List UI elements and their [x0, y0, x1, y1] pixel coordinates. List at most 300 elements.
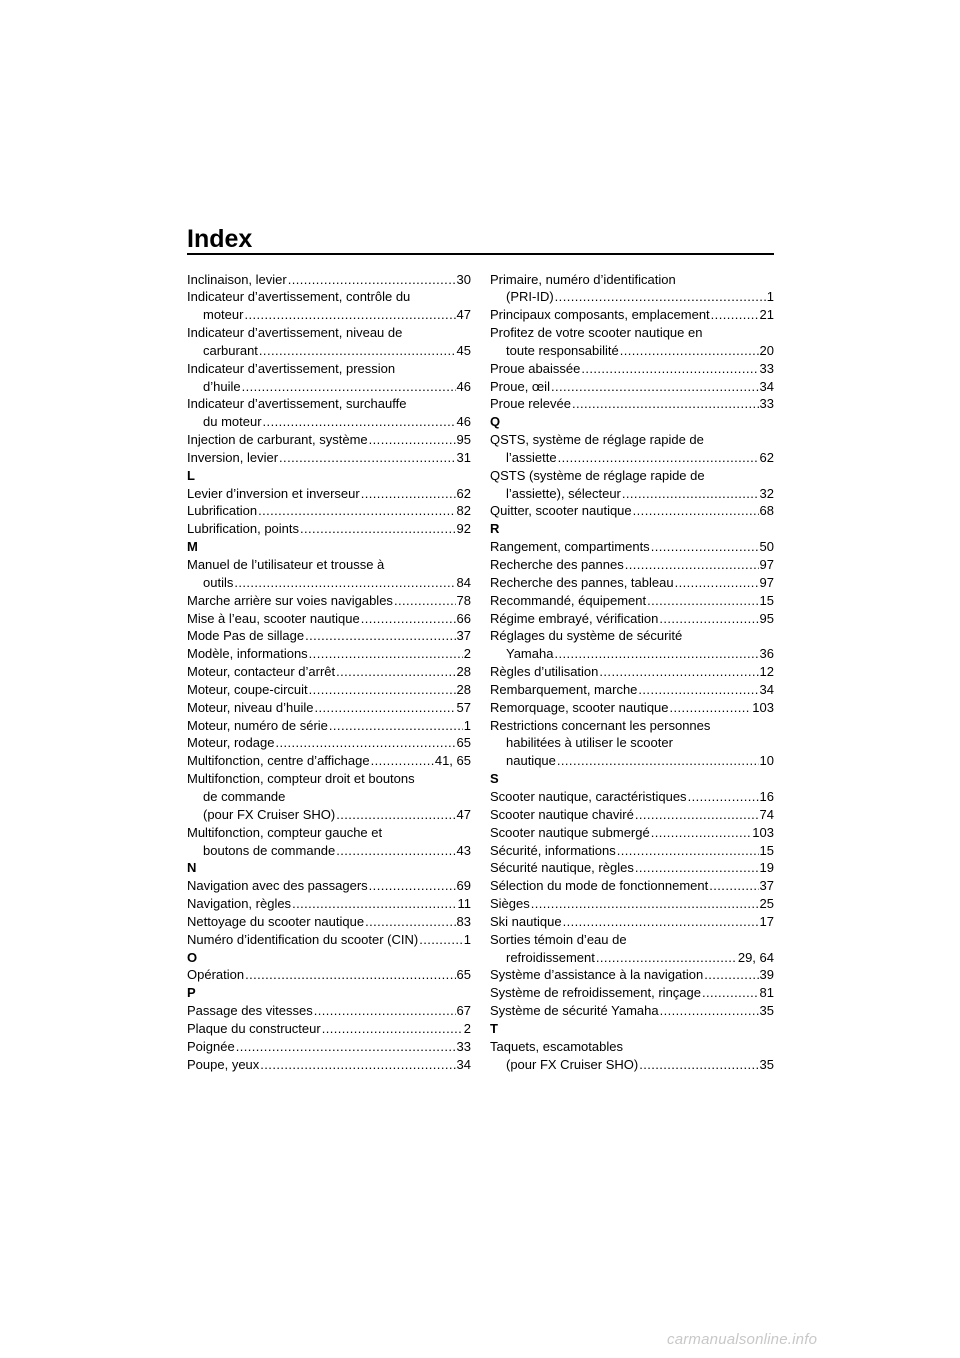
index-entry — [187, 1056, 471, 1074]
page-number: 103 — [752, 699, 774, 715]
index-entry-line — [187, 824, 471, 842]
index-entry-text: (pour FX Cruiser SHO) — [506, 1056, 639, 1072]
index-entry-text: Sorties témoin d’eau de — [490, 931, 627, 947]
dot-leader — [555, 288, 766, 306]
dot-leader — [633, 502, 759, 520]
page-number: 41, 65 — [434, 753, 471, 769]
page-number: 74 — [759, 806, 774, 822]
index-entry-text: Manuel de l’utilisateur et trousse à — [187, 557, 385, 572]
index-entry-text: Modèle, informations — [187, 646, 308, 662]
index-entry-text: Proue relevée — [490, 396, 571, 412]
index-column-left — [187, 271, 471, 1074]
index-entry-line — [187, 324, 471, 342]
dot-leader — [635, 859, 759, 877]
index-entry-line — [490, 913, 774, 931]
page-number: 62 — [456, 485, 471, 501]
page-number: 83 — [456, 913, 471, 929]
page-number: 66 — [456, 610, 471, 626]
index-entry-text: nautique — [506, 753, 556, 769]
dot-leader — [419, 931, 463, 949]
index-entry-text: QSTS, système de réglage rapide de — [490, 432, 704, 448]
page-number: 10 — [759, 753, 774, 769]
index-entry-line — [490, 485, 774, 503]
index-entry — [187, 824, 471, 860]
index-entry — [187, 395, 471, 431]
page-number: 95 — [759, 610, 774, 626]
index-entry-line — [187, 556, 471, 574]
index-entry-text: moteur — [203, 307, 244, 323]
page-number: 32 — [759, 485, 774, 501]
index-entry-line — [490, 502, 774, 520]
index-entry-text: Multifonction, centre d’affichage — [187, 753, 370, 769]
dot-leader — [288, 271, 456, 289]
index-entry-text: Quitter, scooter nautique — [490, 503, 632, 519]
dot-leader — [557, 752, 759, 770]
index-entry — [490, 592, 774, 610]
index-entry-text: Recommandé, équipement — [490, 592, 647, 608]
index-entry-text: Taquets, escamotables — [490, 1038, 623, 1054]
page-number: 34 — [759, 378, 774, 394]
index-entry-line — [187, 378, 471, 396]
dot-leader — [234, 574, 455, 592]
index-entry-text: l’assiette), sélecteur — [506, 485, 621, 501]
index-entry-text: Indicateur d’avertissement, niveau de — [187, 325, 403, 341]
dot-leader — [554, 645, 758, 663]
index-entry-line — [490, 342, 774, 360]
index-entry — [490, 859, 774, 877]
index-entry-text: Inversion, levier — [187, 449, 279, 465]
index-entry — [490, 378, 774, 396]
index-entry-text: Sécurité, informations — [490, 842, 616, 858]
index-entry — [187, 645, 471, 663]
dot-leader — [394, 592, 456, 610]
index-entry-line — [187, 449, 471, 467]
index-entry-text: Système de refroidissement, rinçage — [490, 985, 701, 1001]
index-entry — [187, 324, 471, 360]
index-entry-line — [187, 770, 471, 788]
page-number: 33 — [456, 1038, 471, 1054]
index-entry-line — [187, 342, 471, 360]
section-letter: M — [187, 539, 198, 555]
index-entry-text: Yamaha — [506, 646, 554, 662]
index-entry-line — [187, 520, 471, 538]
index-entry-line — [187, 788, 471, 806]
index-entry-text: QSTS (système de réglage rapide de — [490, 467, 705, 483]
index-entry — [187, 271, 471, 289]
dot-leader — [275, 734, 455, 752]
page-number: 37 — [456, 628, 471, 644]
index-entry-line — [187, 717, 471, 735]
dot-leader — [647, 592, 758, 610]
index-entry — [187, 1002, 471, 1020]
index-entry-line — [490, 378, 774, 396]
index-entry-line — [187, 395, 471, 413]
dot-leader — [260, 1056, 455, 1074]
dot-leader — [688, 788, 759, 806]
index-entry-text: du moteur — [203, 414, 262, 430]
index-entry-text: Multifonction, compteur droit et boutons — [187, 771, 415, 787]
index-entry — [490, 717, 774, 771]
page-number: 17 — [759, 913, 774, 929]
index-entry-line — [187, 431, 471, 449]
index-entry-line — [187, 931, 471, 949]
index-entry-text: Lubrification, points — [187, 521, 300, 537]
dot-leader — [625, 556, 759, 574]
index-entry — [490, 824, 774, 842]
index-entry-line — [490, 324, 774, 342]
page-number: 45 — [456, 342, 471, 358]
page-number: 103 — [752, 824, 774, 840]
dot-leader — [242, 378, 456, 396]
page-number: 33 — [759, 360, 774, 376]
index-entry-text: Passage des vitesses — [187, 1003, 313, 1019]
index-entry-text: de commande — [203, 788, 286, 804]
index-entry-line — [490, 663, 774, 681]
page-number: 43 — [456, 842, 471, 858]
index-entry-line — [490, 842, 774, 860]
index-entry-text: Recherche des pannes — [490, 557, 624, 572]
index-entry-text: Régime embrayé, vérification — [490, 610, 659, 626]
page-number: 33 — [759, 396, 774, 412]
page-number: 46 — [456, 378, 471, 394]
index-entry-text: Mode Pas de sillage — [187, 628, 305, 644]
index-entry-text: Numéro d’identification du scooter (CIN) — [187, 931, 419, 947]
index-entry — [187, 663, 471, 681]
index-entry-text: Mise à l’eau, scooter nautique — [187, 610, 360, 626]
dot-leader — [660, 1002, 759, 1020]
index-column-right — [490, 271, 774, 1074]
index-entry — [187, 734, 471, 752]
dot-leader — [336, 663, 455, 681]
dot-leader — [572, 395, 759, 413]
index-entry — [187, 627, 471, 645]
dot-leader — [599, 663, 758, 681]
index-entry-text: Restrictions concernant les personnes — [490, 717, 711, 733]
page-number: 35 — [759, 1056, 774, 1072]
index-entry-line — [187, 1020, 471, 1038]
dot-leader — [322, 1020, 463, 1038]
index-entry-text: (pour FX Cruiser SHO) — [203, 806, 336, 822]
page-number: 78 — [456, 592, 471, 608]
index-entry-line — [490, 467, 774, 485]
page-number: 95 — [456, 432, 471, 448]
page-number: 97 — [759, 574, 774, 590]
dot-leader — [371, 752, 434, 770]
index-entry-text: Rembarquement, marche — [490, 681, 638, 697]
index-entry-text: Injection de carburant, système — [187, 432, 368, 448]
dot-leader — [635, 806, 759, 824]
index-entry — [187, 681, 471, 699]
index-entry-line — [490, 574, 774, 592]
dot-leader — [670, 699, 752, 717]
index-entry-text: Sièges — [490, 896, 530, 912]
index-entry-line — [187, 1056, 471, 1074]
index-entry-line — [490, 395, 774, 413]
index-entry — [187, 752, 471, 770]
section-letter: S — [490, 771, 499, 787]
dot-leader — [622, 485, 759, 503]
dot-leader — [245, 966, 455, 984]
index-entry — [490, 788, 774, 806]
index-entry-line — [187, 1002, 471, 1020]
title-divider — [187, 253, 774, 255]
dot-leader — [711, 306, 759, 324]
index-entry-text: Navigation, règles — [187, 896, 292, 912]
index-entry-line — [490, 806, 774, 824]
index-entry-text: Proue abaissée — [490, 360, 581, 376]
index-entry-line — [490, 699, 774, 717]
index-entry-line — [490, 717, 774, 735]
dot-leader — [314, 699, 455, 717]
index-entry-text: Système de sécurité Yamaha — [490, 1003, 659, 1019]
index-entry-text: Nettoyage du scooter nautique — [187, 913, 365, 929]
page-number: 2 — [463, 646, 471, 662]
dot-leader — [258, 502, 455, 520]
index-entry-text: carburant — [203, 342, 258, 358]
dot-leader — [702, 984, 759, 1002]
dot-leader — [531, 895, 759, 913]
index-entry-text: Moteur, niveau d’huile — [187, 699, 314, 715]
index-entry-text: Remorquage, scooter nautique — [490, 699, 669, 715]
dot-leader — [651, 824, 752, 842]
index-entry-text: Opération — [187, 967, 245, 983]
page-number: 20 — [759, 342, 774, 358]
index-entry — [490, 681, 774, 699]
index-entry — [490, 306, 774, 324]
index-entry-line — [187, 895, 471, 913]
index-entry-text: outils — [203, 574, 234, 590]
index-entry — [490, 627, 774, 663]
index-entry — [490, 271, 774, 307]
index-entry — [490, 324, 774, 360]
index-entry-text: Système d’assistance à la navigation — [490, 967, 704, 983]
page-number: 69 — [456, 878, 471, 894]
dot-leader — [581, 360, 758, 378]
index-entry-line — [490, 931, 774, 949]
dot-leader — [329, 717, 463, 735]
page-number: 84 — [456, 574, 471, 590]
dot-leader — [596, 949, 737, 967]
index-entry-text: Indicateur d’avertissement, surchauffe — [187, 396, 407, 412]
index-entry — [490, 913, 774, 931]
index-entry-text: Lubrification — [187, 503, 258, 519]
section-letter: R — [490, 521, 500, 537]
index-entry-text: Indicateur d’avertissement, pression — [187, 360, 396, 376]
page-number: 11 — [457, 896, 471, 912]
index-entry-line — [490, 1002, 774, 1020]
index-entry-text: Inclinaison, levier — [187, 271, 287, 287]
index-entry-text: Sélection du mode de fonctionnement — [490, 878, 709, 894]
index-entry-line — [187, 413, 471, 431]
index-entry-line — [490, 681, 774, 699]
page-number: 47 — [456, 307, 471, 323]
index-entry — [490, 1038, 774, 1074]
index-entry — [187, 895, 471, 913]
index-entry — [490, 538, 774, 556]
site-watermark: carmanualsonline.info — [667, 1331, 818, 1348]
dot-leader — [336, 806, 455, 824]
index-entry-line — [187, 610, 471, 628]
index-entry-line — [187, 592, 471, 610]
dot-leader — [300, 520, 456, 538]
dot-leader — [558, 449, 759, 467]
dot-leader — [651, 538, 759, 556]
index-entry-text: Navigation avec des passagers — [187, 878, 368, 894]
index-entry — [490, 663, 774, 681]
section-letter: P — [187, 985, 196, 1001]
index-entry — [490, 1002, 774, 1020]
index-entry-line — [187, 645, 471, 663]
index-entry-text: Multifonction, compteur gauche et — [187, 824, 383, 840]
index-entry-line — [187, 627, 471, 645]
index-entry — [187, 610, 471, 628]
index-entry-text: Recherche des pannes, tableau — [490, 574, 674, 590]
index-entry-text: Moteur, numéro de série — [187, 717, 328, 733]
index-entry — [187, 431, 471, 449]
page-number: 29, 64 — [737, 949, 774, 965]
index-entry-text: toute responsabilité — [506, 342, 619, 358]
index-entry — [490, 502, 774, 520]
index-entry — [187, 877, 471, 895]
dot-leader — [244, 306, 455, 324]
page-number: 39 — [759, 967, 774, 983]
index-entry-line — [490, 949, 774, 967]
section-letter: Q — [490, 414, 501, 430]
index-entry-text: Moteur, coupe-circuit — [187, 681, 308, 697]
index-entry — [187, 520, 471, 538]
dot-leader — [365, 913, 455, 931]
index-entry-line — [187, 288, 471, 306]
index-entry-text: Moteur, rodage — [187, 735, 275, 751]
page-number: 34 — [456, 1056, 471, 1072]
index-entry-text: Levier d’inversion et inverseur — [187, 485, 360, 501]
index-entry-text: Scooter nautique submergé — [490, 824, 650, 840]
dot-leader — [659, 610, 758, 628]
page-number: 50 — [759, 539, 774, 555]
section-letter: T — [490, 1020, 498, 1036]
index-entry-text: l’assiette — [506, 449, 557, 465]
index-entry-line — [187, 663, 471, 681]
dot-leader — [361, 485, 456, 503]
section-letter: O — [187, 949, 198, 965]
index-entry — [187, 288, 471, 324]
dot-leader — [704, 966, 758, 984]
page-number: 25 — [759, 896, 774, 912]
dot-leader — [336, 842, 455, 860]
index-entry-text: Principaux composants, emplacement — [490, 307, 710, 323]
index-entry-text: d’huile — [203, 378, 241, 394]
index-entry-text: Sécurité nautique, règles — [490, 860, 634, 876]
index-entry-line — [490, 431, 774, 449]
index-entry-line — [187, 913, 471, 931]
index-entry-line — [490, 306, 774, 324]
index-entry-line — [490, 538, 774, 556]
dot-leader — [361, 610, 456, 628]
index-entry-line — [490, 645, 774, 663]
page-title: Index — [187, 225, 253, 253]
index-entry — [490, 984, 774, 1002]
dot-leader — [279, 449, 455, 467]
dot-leader — [369, 431, 456, 449]
page-number: 15 — [759, 592, 774, 608]
index-entry-line — [490, 752, 774, 770]
page-number: 19 — [759, 860, 774, 876]
index-entry-text: Poignée — [187, 1038, 235, 1054]
index-entry-line — [490, 824, 774, 842]
page-number: 47 — [456, 806, 471, 822]
index-entry — [187, 360, 471, 396]
index-entry-line — [490, 859, 774, 877]
index-entry-text: Primaire, numéro d’identification — [490, 271, 676, 287]
index-entry-line — [187, 734, 471, 752]
index-entry-line — [490, 627, 774, 645]
index-entry-line — [490, 360, 774, 378]
index-entry — [187, 966, 471, 984]
index-entry-text: Marche arrière sur voies navigables — [187, 592, 393, 608]
index-entry-text: Moteur, contacteur d’arrêt — [187, 664, 336, 680]
section-letter: N — [187, 860, 197, 876]
index-entry — [490, 556, 774, 574]
index-entry-line — [187, 806, 471, 824]
index-entry-line — [187, 752, 471, 770]
index-entry-line — [187, 360, 471, 378]
dot-leader — [563, 913, 759, 931]
dot-leader — [551, 378, 759, 396]
index-entry — [490, 574, 774, 592]
index-entry — [490, 467, 774, 503]
page-number: 12 — [759, 664, 774, 680]
index-entry-text: Profitez de votre scooter nautique en — [490, 325, 703, 341]
page-number: 97 — [759, 557, 774, 572]
index-entry-text: Rangement, compartiments — [490, 539, 650, 555]
index-entry-text: Ski nautique — [490, 913, 562, 929]
page-number: 15 — [759, 842, 774, 858]
section-letter: L — [187, 467, 195, 483]
index-entry — [187, 699, 471, 717]
index-entry — [187, 931, 471, 949]
page-number: 62 — [759, 449, 774, 465]
page-number: 1 — [766, 289, 774, 305]
index-entry-text: (PRI-ID) — [506, 289, 554, 305]
index-entry-line — [187, 699, 471, 717]
index-entry — [187, 449, 471, 467]
index-entry-text: refroidissement — [506, 949, 595, 965]
index-entry-line — [187, 574, 471, 592]
dot-leader — [369, 877, 456, 895]
page-number: 46 — [456, 414, 471, 430]
index-entry-line — [490, 288, 774, 306]
index-entry — [490, 699, 774, 717]
page-number: 28 — [456, 681, 471, 697]
dot-leader — [263, 413, 456, 431]
index-entry-line — [490, 610, 774, 628]
page-number: 34 — [759, 681, 774, 697]
index-entry — [490, 966, 774, 984]
dot-leader — [620, 342, 759, 360]
dot-leader — [305, 627, 455, 645]
dot-leader — [309, 645, 463, 663]
index-entry-line — [490, 1038, 774, 1056]
index-entry — [187, 485, 471, 503]
dot-leader — [309, 681, 456, 699]
index-entry-line — [490, 966, 774, 984]
index-entry — [187, 770, 471, 824]
page-number: 65 — [456, 967, 471, 983]
index-entry-line — [187, 271, 471, 289]
index-entry — [490, 842, 774, 860]
index-entry — [490, 895, 774, 913]
index-entry-line — [490, 1056, 774, 1074]
